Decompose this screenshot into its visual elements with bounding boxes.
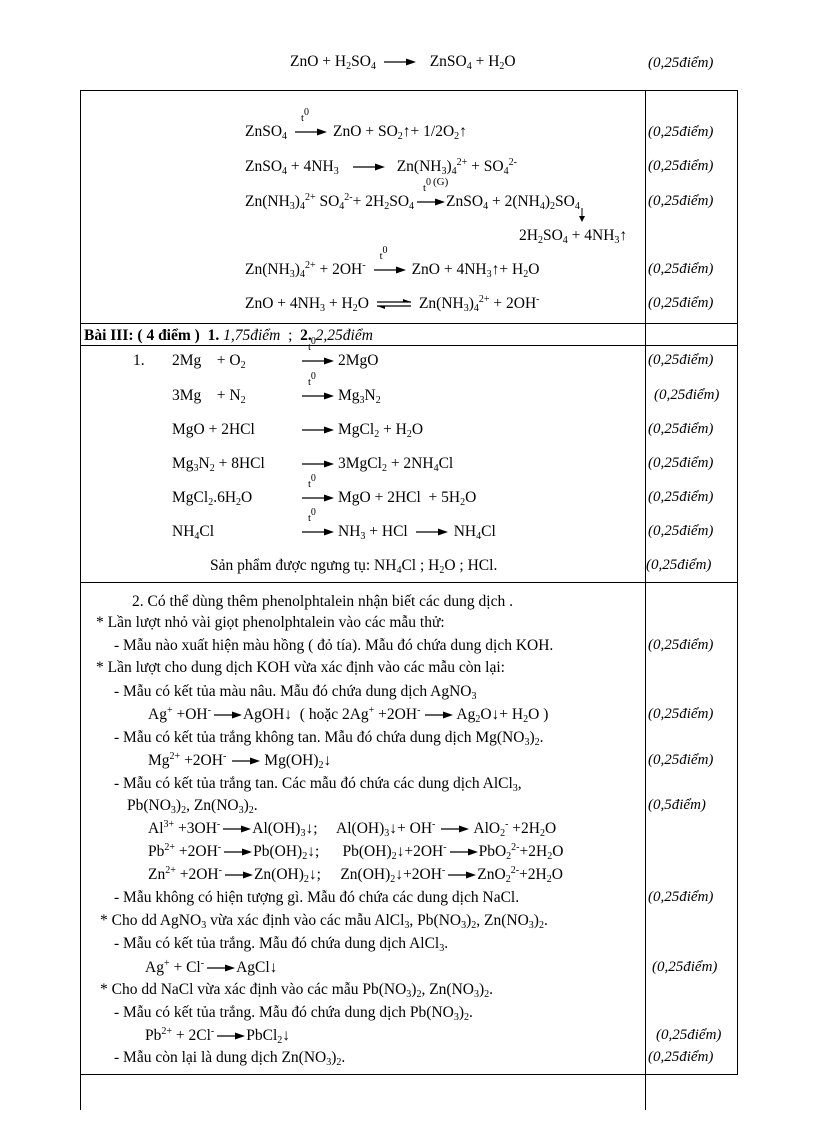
equation-ag-cl: Ag+ + Cl- AgCl↓	[145, 958, 278, 976]
equation-zn-oh: $Zn^{2+} +2OH^-$ $Zn(OH)_2↓$; $Zn(OH)_2↓+2OH^-$ $ZnO_2^{2-}+2H_2O$	[148, 865, 563, 885]
arrow-icon: $t^0$	[293, 126, 327, 138]
equation-mg-o2-left: 2Mg + $O_2$	[172, 352, 246, 371]
arrow-icon	[446, 869, 476, 881]
equation-mgo-hcl-left: MgO + 2HCl	[172, 421, 255, 438]
arrow-icon	[230, 755, 260, 767]
equation-al-oh: $Al^{3+} +3OH^-$ $Al(OH)_3↓$; $Al(OH)_3↓+ OH^-$ $AlO_2^- +2H_2O$	[148, 819, 557, 839]
part2-step-e: - Mẫu còn lại là dung dịch $Zn(NO_3)_2$.	[114, 1049, 346, 1068]
points-label: (0,25điểm)	[648, 706, 714, 722]
arrow-icon	[223, 869, 253, 881]
points-label: (0,25điểm)	[648, 261, 714, 277]
arrow-icon	[205, 962, 235, 974]
arrow-icon: $t^0$	[415, 196, 445, 208]
equation-mg-o2-right: $t^0$ 2MgO	[300, 352, 378, 370]
down-arrow-icon	[578, 208, 586, 227]
part2-step-c1: - Mẫu có kết tủa trắng. Mẫu đó chứa dung dịch AlCl$_3$.	[114, 935, 449, 954]
part2-step-b4: - Mẫu không có hiện tượng gì. Mẫu đó chứa các dung dịch NaCl.	[114, 889, 520, 906]
row-divider	[80, 323, 738, 324]
arrow-icon	[423, 709, 453, 721]
part2-step-c: * Cho dd AgNO$_3$ vừa xác định vào các mẫu AlCl$_3$, $Pb(NO_3)_2$, $Zn(NO_3)_2$.	[100, 912, 548, 931]
arrow-icon	[221, 823, 251, 835]
part2-step-d1: - Mẫu có kết tủa trắng. Mẫu đó chứa dung dịch $Pb(NO_3)_2$.	[114, 1004, 473, 1023]
part2-step-a1: - Mẫu nào xuất hiện màu hồng ( đỏ tía). Mẫu đó chứa dung dịch KOH.	[114, 637, 554, 654]
equation-ag-oh: Ag+ +OH- AgOH↓ ( hoặc 2Ag+ +2OH- $Ag_2O↓+ H_2O$ )	[148, 705, 549, 725]
part-number: 1.	[133, 352, 145, 369]
points-label: (0,25điểm)	[648, 455, 714, 471]
equation-mgcl2-hydrate-left: $MgCl_2.6H_2O$	[172, 489, 253, 508]
arrow-icon: $t^0$	[372, 264, 406, 276]
gas-label-g: (G)	[433, 176, 449, 188]
points-label: (0,25điểm)	[654, 387, 720, 403]
table-column-divider	[645, 90, 646, 1110]
points-label: (0,25điểm)	[648, 1049, 714, 1065]
points-label: (0,25điểm)	[648, 489, 714, 505]
equation-pb-oh: $Pb^{2+} +2OH^-$ $Pb(OH)_2↓$; $Pb(OH)_2↓+2OH^-$ $PbO_2^{2-}+2H_2O$	[148, 842, 564, 862]
arrow-icon: $t^0$	[300, 355, 334, 367]
equation-mgo-hcl-right: MgCl$_2$ + $H_2O$	[300, 421, 423, 439]
arrow-icon: $t^0$	[300, 492, 334, 504]
equation-mgcl2-hydrate-right: $t^0$ MgO + $2HCl + 5H_2O$	[300, 489, 476, 507]
table-left-border	[80, 90, 81, 1110]
row-divider	[80, 345, 738, 346]
arrow-icon	[300, 424, 334, 436]
points-label: (0,25điểm)	[656, 1027, 722, 1043]
arrow-icon	[212, 709, 242, 721]
equation-complex-oh: $Zn(NH_3)_4^{2+} + 2OH^-$ $t^0$ ZnO + $4NH_3↑+ H_2O$	[245, 245, 540, 280]
points-label: (0,25điểm)	[648, 889, 714, 905]
row-divider	[80, 1074, 738, 1075]
points-label: (0,25điểm)	[648, 158, 714, 174]
part2-step-b1: - Mẫu có kết tủa màu nâu. Mẫu đó chứa dung dịch AgNO$_3$	[114, 683, 477, 702]
equation-zno-h2so4: ZnO + $H_2SO_4$ ZnSO$_4$ + $H_2O$	[290, 53, 516, 72]
row-divider	[80, 90, 738, 91]
equation-nh4cl-right: $t^0$ $NH_3$ + HCl $NH_4Cl$	[300, 523, 496, 541]
points-label: (0,25điểm)	[648, 124, 714, 140]
points-label: (0,25điểm)	[648, 523, 714, 539]
points-label: (0,25điểm)	[648, 193, 714, 209]
arrow-icon	[222, 846, 252, 858]
points-label: (0,5điểm)	[648, 797, 706, 813]
equation-pb-cl: $Pb^{2+} + 2Cl^-$ PbCl$_2$↓	[145, 1026, 291, 1046]
arrow-icon	[382, 56, 416, 68]
points-label: (0,25điểm)	[646, 557, 712, 573]
arrow-icon	[215, 1030, 245, 1042]
part2-step-b3-cont: $Pb(NO_3)_2$, $Zn(NO_3)_2$.	[127, 797, 258, 816]
equation-znso4-nh3: ZnSO$_4$ + $4NH_3$ $Zn(NH_3)_4^{2+} + SO_4^{2-}$	[245, 157, 517, 177]
equation-mg-oh: $Mg^{2+} +2OH^-$ $Mg(OH)_2↓$	[148, 751, 332, 771]
condensed-products: Sản phẩm được ngưng tụ: $NH_4Cl$ ; $H_2O$ ; HCl.	[210, 557, 498, 576]
equation-mg-n2-left: 3Mg + $N_2$	[172, 387, 246, 406]
equation-nh4cl-left: $NH_4Cl$	[172, 523, 215, 542]
points-label: (0,25điểm)	[648, 352, 714, 368]
points-label: (0,25điểm)	[648, 421, 714, 437]
equation-mg-n2-right: $t^0$ $Mg_3N_2$	[300, 387, 381, 405]
part2-step-b3: - Mẫu có kết tủa trắng tan. Các mẫu đó chứa các dung dịch AlCl$_3$,	[114, 775, 522, 794]
row-divider	[80, 582, 738, 583]
points-label: (0,25điểm)	[652, 959, 718, 975]
equation-zno-equilibrium: ZnO + $4NH_3 + H_2O$ $Zn(NH_3)_4^{2+} + 2OH^-$	[245, 294, 540, 314]
section-header-bai3: Bài III: ( 4 điểm ) 1. 1,75điểm ; 2. 2,25điểm	[84, 327, 373, 344]
equation-mg3n2-hcl-right: 3MgCl$_2$ + $2NH_4Cl$	[300, 455, 453, 473]
equation-mg3n2-hcl-left: $Mg_3N_2 + 8HCl$	[172, 455, 265, 474]
equation-complex-h2so4: $Zn(NH_3)_4^{2+}$ $SO_4^{2-}+ 2H_2SO_4$ $t^0$ ZnSO$_4$ + $2(NH_4)_2SO_4$	[245, 177, 580, 212]
arrow-icon	[448, 846, 478, 858]
arrow-icon: $t^0$	[300, 390, 334, 402]
points-label: (0,25điểm)	[648, 55, 714, 71]
arrow-icon	[414, 526, 448, 538]
part2-step-d: * Cho dd NaCl vừa xác định vào các mẫu $Pb(NO_3)_2$, $Zn(NO_3)_2$.	[100, 981, 494, 1000]
points-label: (0,25điểm)	[648, 295, 714, 311]
equation-znso4-decomp: ZnSO$_4$ $t^0$ ZnO + $SO_2↑+$ $1/2O_2↑$	[245, 107, 467, 142]
equation-decomp-product: $2H_2SO_4$ + $4NH_3↑$	[519, 227, 628, 246]
arrow-icon	[351, 161, 385, 173]
equilibrium-arrow-icon	[375, 298, 413, 310]
arrow-icon: $t^0$	[300, 526, 334, 538]
points-label: (0,25điểm)	[648, 752, 714, 768]
arrow-icon	[439, 823, 469, 835]
arrow-icon	[300, 458, 334, 470]
part2-step-a: * Lần lượt nhỏ vài giọt phenolphtalein vào các mẫu thử:	[96, 614, 445, 631]
part2-intro: 2. Có thể dùng thêm phenolphtalein nhận biết các dung dịch .	[132, 593, 513, 610]
part2-step-b2: - Mẫu có kết tủa trắng không tan. Mẫu đó chứa dung dịch $Mg(NO_3)_2$.	[114, 729, 544, 748]
points-label: (0,25điểm)	[648, 637, 714, 653]
part2-step-b: * Lần lượt cho dung dịch KOH vừa xác định vào các mẫu còn lại:	[96, 659, 505, 676]
